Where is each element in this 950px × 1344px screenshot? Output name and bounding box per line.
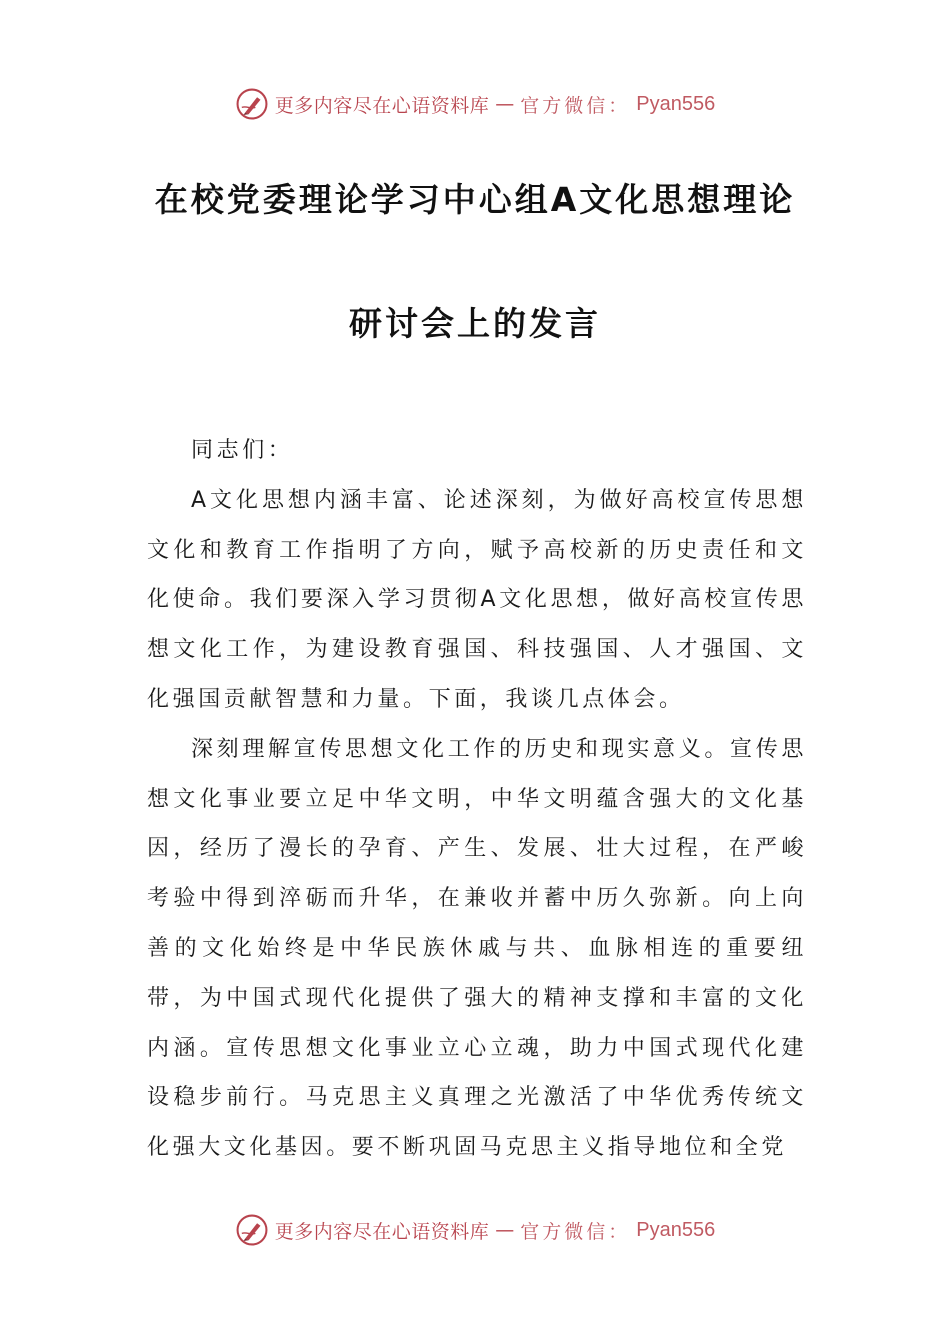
document-title-line-2: 研讨会上的发言 (349, 304, 601, 343)
body-paragraph-1: A文化思想内涵丰富、论述深刻，为做好高校宣传思想文化和教育工作指明了方向，赋予高校新的历史责任和文化使命。我们要深入学习贯彻A文化思想，做好高校宣传思想文化工作，为建设教育强国、科技强国、人才强国、文化强国贡献智慧和力量。下面，我谈几点体会。 (147, 487, 807, 712)
salutation-paragraph: 同志们： (191, 438, 294, 463)
pen-logo-icon (235, 87, 269, 121)
watermark-header (0, 82, 950, 126)
watermark-wechat-id: Pyan556 (636, 1218, 716, 1241)
watermark-dash: — (495, 1219, 515, 1241)
pen-logo-icon (235, 1213, 269, 1247)
document-body (147, 426, 807, 1173)
watermark-footer (0, 1208, 950, 1252)
document-title-line-1: 在校党委理论学习中心组A文化思想理论 (154, 180, 796, 219)
watermark-text: 更多内容尽在心语资料库 (274, 94, 490, 117)
body-paragraph-2: 深刻理解宣传思想文化工作的历史和现实意义。宣传思想文化事业要立足中华文明，中华文明蕴含强大的文化基因，经历了漫长的孕育、产生、发展、壮大过程，在严峻考验中得到淬砺而升华，在兼收并蓄中历久弥新。向上向善的文化始终是中华民族休戚与共、血脉相连的重要纽带，为中国式现代化提供了强大的精神支撑和丰富的文化内涵。宣传思想文化事业立心立魂，助力中国式现代化建设稳步前行。马克思主义真理之光激活了中华优秀传统文化强大文化基因。要不断巩固马克思主义指导地位和全党 (147, 736, 807, 1161)
watermark-label: 官方微信： (520, 94, 631, 117)
watermark-wechat-id: Pyan556 (636, 92, 716, 115)
watermark-label: 官方微信： (520, 1220, 631, 1243)
watermark-dash: — (495, 93, 515, 115)
watermark-text: 更多内容尽在心语资料库 (274, 1220, 490, 1243)
